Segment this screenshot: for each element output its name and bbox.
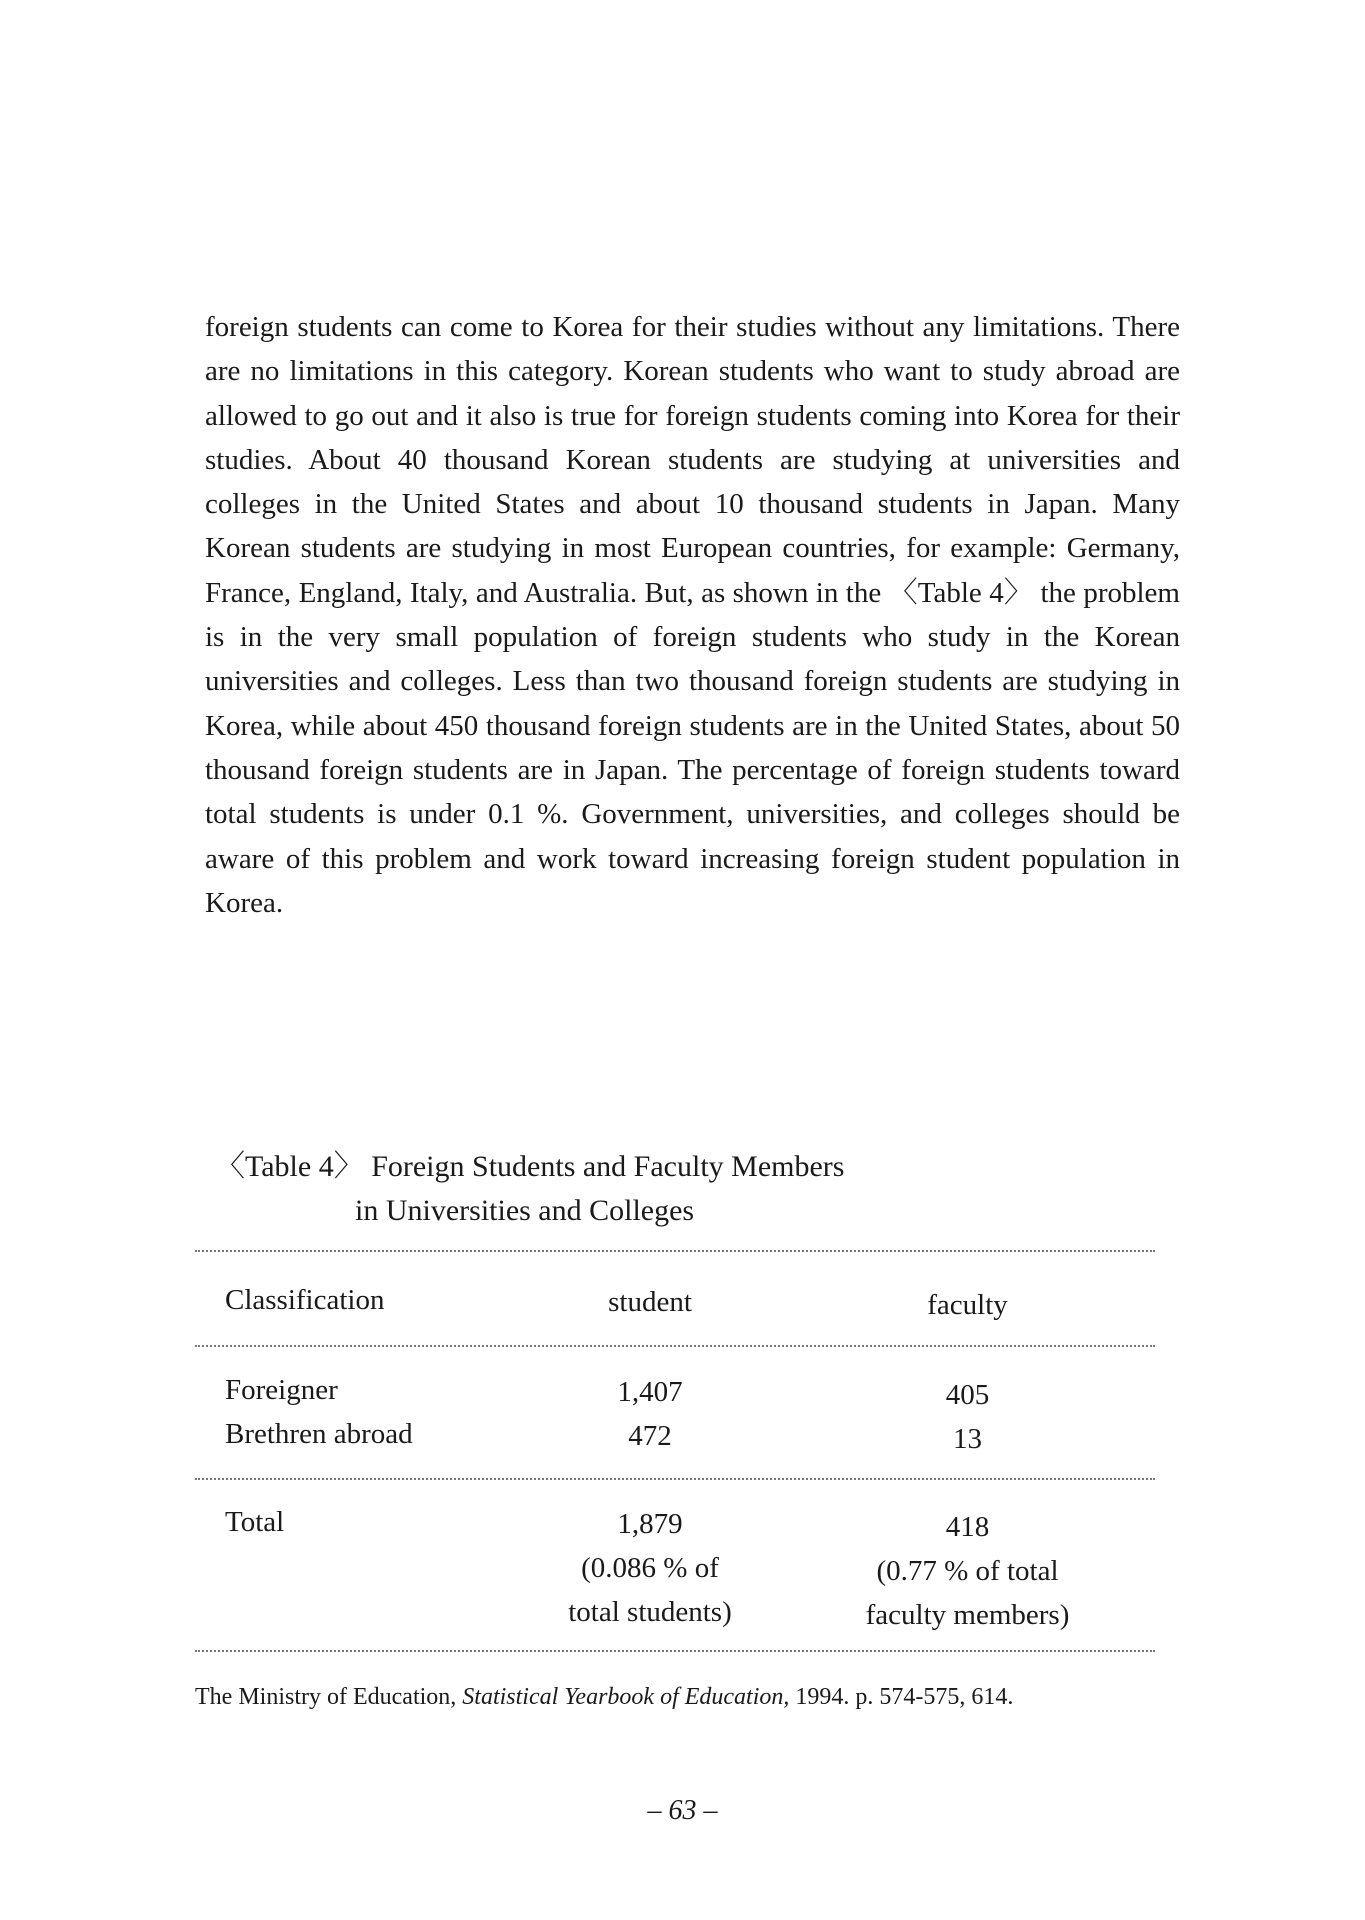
table-bottom-rule <box>195 1650 1155 1652</box>
table-caption-line-1: 〈Table 4〉 Foreign Students and Faculty Members <box>215 1150 845 1183</box>
row-foreigner-student: 1,407 <box>617 1376 683 1408</box>
table-caption-line-2: in Universities and Colleges <box>355 1194 695 1227</box>
total-faculty-note-2: faculty members) <box>865 1599 1070 1631</box>
row-brethren-classification: Brethren abroad <box>225 1418 413 1450</box>
header-faculty: faculty <box>927 1289 1008 1321</box>
page-number: – 63 – <box>647 1795 718 1826</box>
body-paragraph: foreign students can come to Korea for their studies without any limitations. There are no limitations in this category. Korean students who want to study abroad are allowed to go out and it also is true for foreign students coming into Korea for their studies. About 40 thousand Korean students are studying at universities and colleges in the United States and about 10 thousand students in Japan. Many Korean students are studying in most European countries, for example: Germany, France, England, Italy, and Australia. But, as shown in the 〈Table 4〉 the problem is in the very small population of foreign students who study in the Korean universities and colleges. Less than two thousand foreign students are studying in Korea, while about 450 thousand foreign students are in the United States, about 50 thousand foreign students are in Japan. The percentage of foreign students toward total students is under 0.1 %. Government, universities, and colleges should be aware of this problem and work toward increasing foreign student population in Korea. <box>205 311 1180 919</box>
row-foreigner-faculty: 405 <box>945 1379 990 1411</box>
header-student: student <box>608 1286 692 1318</box>
header-classification: Classification <box>225 1284 385 1316</box>
source-prefix: The Ministry of Education, <box>195 1684 463 1710</box>
total-label: Total <box>225 1506 285 1538</box>
source-citation <box>195 1680 1175 1714</box>
table-caption <box>215 1145 844 1233</box>
body-rule <box>195 1478 1155 1480</box>
header-rule <box>195 1345 1155 1347</box>
total-student-value: 1,879 <box>617 1508 683 1540</box>
table-top-rule <box>195 1250 1155 1252</box>
row-brethren-student: 472 <box>628 1420 672 1452</box>
source-title: Statistical Yearbook of Education, <box>462 1684 790 1710</box>
row-brethren-faculty: 13 <box>953 1423 982 1455</box>
total-student-note-1: (0.086 % of <box>581 1552 719 1584</box>
row-foreigner-classification: Foreigner <box>225 1374 338 1406</box>
total-faculty-value: 418 <box>945 1511 990 1543</box>
source-suffix: 1994. p. 574-575, 614. <box>789 1684 1014 1710</box>
total-faculty-note-1: (0.77 % of total <box>876 1555 1059 1587</box>
total-student-note-2: total students) <box>568 1596 732 1628</box>
